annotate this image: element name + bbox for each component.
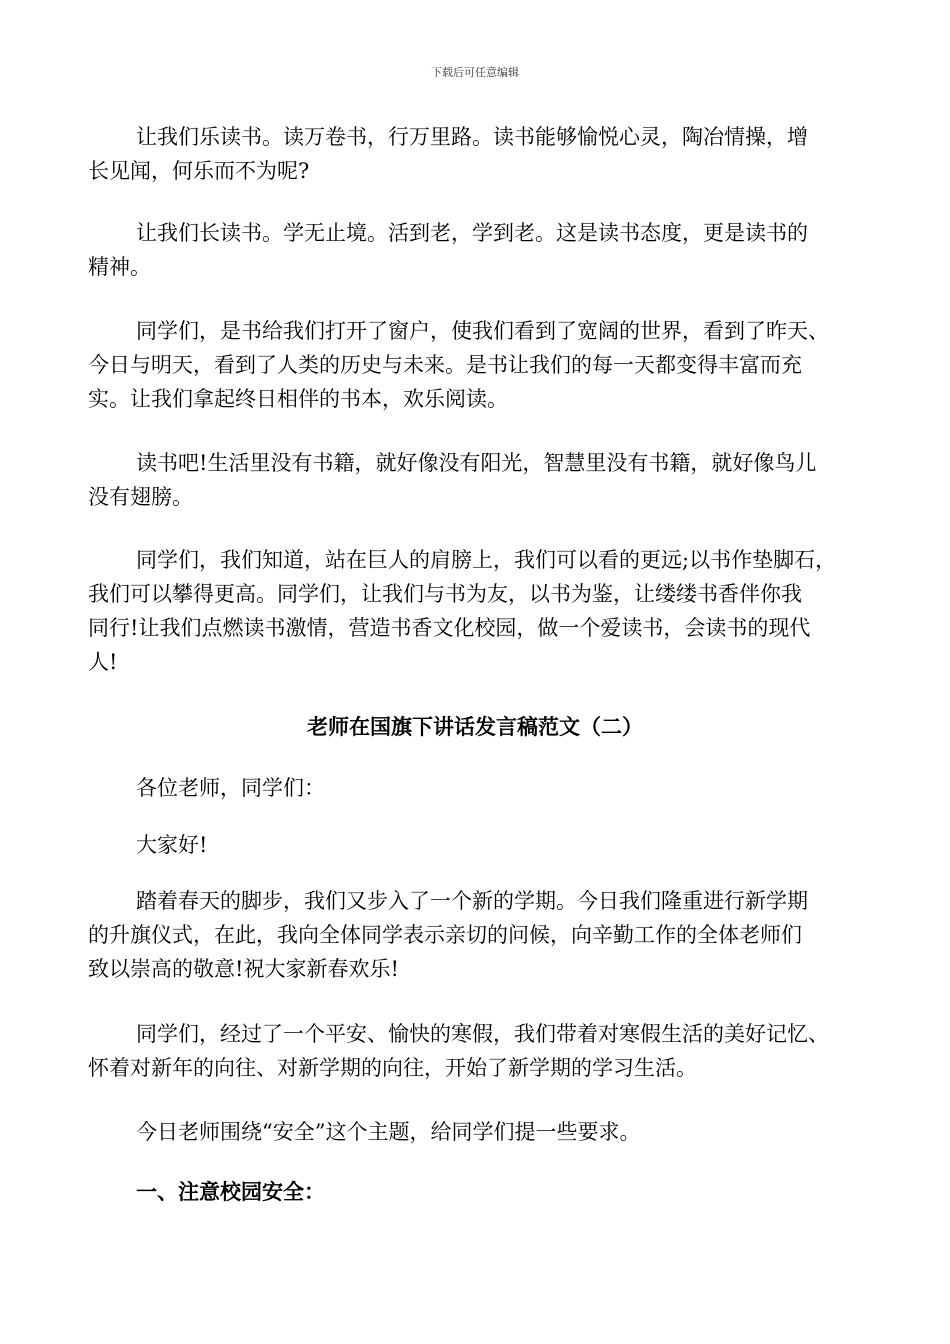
text-line: 长见闻，何乐而不为呢? [88,159,310,183]
text-line: 人! [88,650,118,674]
text-line: 大家好! [136,833,208,857]
paragraph-new-semester [88,884,878,986]
paragraph-read-now [88,446,878,514]
paragraph-winter-break [88,1017,878,1085]
subheading-campus-safety: 一、注意校园安全： [136,1180,325,1204]
text-line: 让我们乐读书。读万卷书，行万里路。读书能够愉悦心灵，陶冶情操，增 [136,125,808,149]
paragraph-hello [88,828,878,862]
text-line: 同学们，经过了一个平安、愉快的寒假，我们带着对寒假生活的美好记忆、 [136,1022,829,1046]
text-line: 同学们，是书给我们打开了窗户，使我们看到了宽阔的世界，看到了昨天、 [136,319,829,343]
paragraph-read-happily [88,120,878,188]
text-line: 精神。 [88,255,151,279]
text-line: 致以崇高的敬意!祝大家新春欢乐! [88,957,399,981]
text-line: 怀着对新年的向往、对新学期的向往，开始了新学期的学习生活。 [88,1056,697,1080]
text-line: 同行!让我们点燃读书激情，营造书香文化校园，做一个爱读书，会读书的现代 [88,616,811,640]
text-line: 让我们长读书。学无止境。活到老，学到老。这是读书态度，更是读书的 [136,221,808,245]
text-line: 今日与明天，看到了人类的历史与未来。是书让我们的每一天都变得丰富而充 [88,353,802,377]
text-line: 实。让我们拿起终日相伴的书本，欢乐阅读。 [88,387,508,411]
text-line: 踏着春天的脚步，我们又步入了一个新的学期。今日我们隆重进行新学期 [136,889,808,913]
text-line: 同学们，我们知道，站在巨人的肩膀上，我们可以看的更远;以书作垫脚石， [136,548,837,572]
paragraph-books-window [88,314,878,416]
paragraph-read-long [88,216,878,284]
paragraph-safety-theme [88,1115,878,1149]
text-line: 读书吧!生活里没有书籍，就好像没有阳光，智慧里没有书籍，就好像鸟儿 [136,451,817,475]
header-note: 下载后可任意编辑 [431,66,519,79]
text-line: 各位老师，同学们： [136,776,325,800]
text-line: 的升旗仪式，在此，我向全体同学表示亲切的问候，向辛勤工作的全体老师们 [88,923,802,947]
text-line: 今日老师围绕“安全”这个主题，给同学们提一些要求。 [136,1120,641,1144]
text-line: 没有翅膀。 [88,485,193,509]
section-title: 老师在国旗下讲话发言稿范文（二） [307,715,643,739]
paragraph-giants-shoulders [88,543,878,679]
text-line: 我们可以攀得更高。同学们，让我们与书为友，以书为鉴，让缕缕书香伴你我 [88,582,802,606]
paragraph-greeting [88,771,878,805]
